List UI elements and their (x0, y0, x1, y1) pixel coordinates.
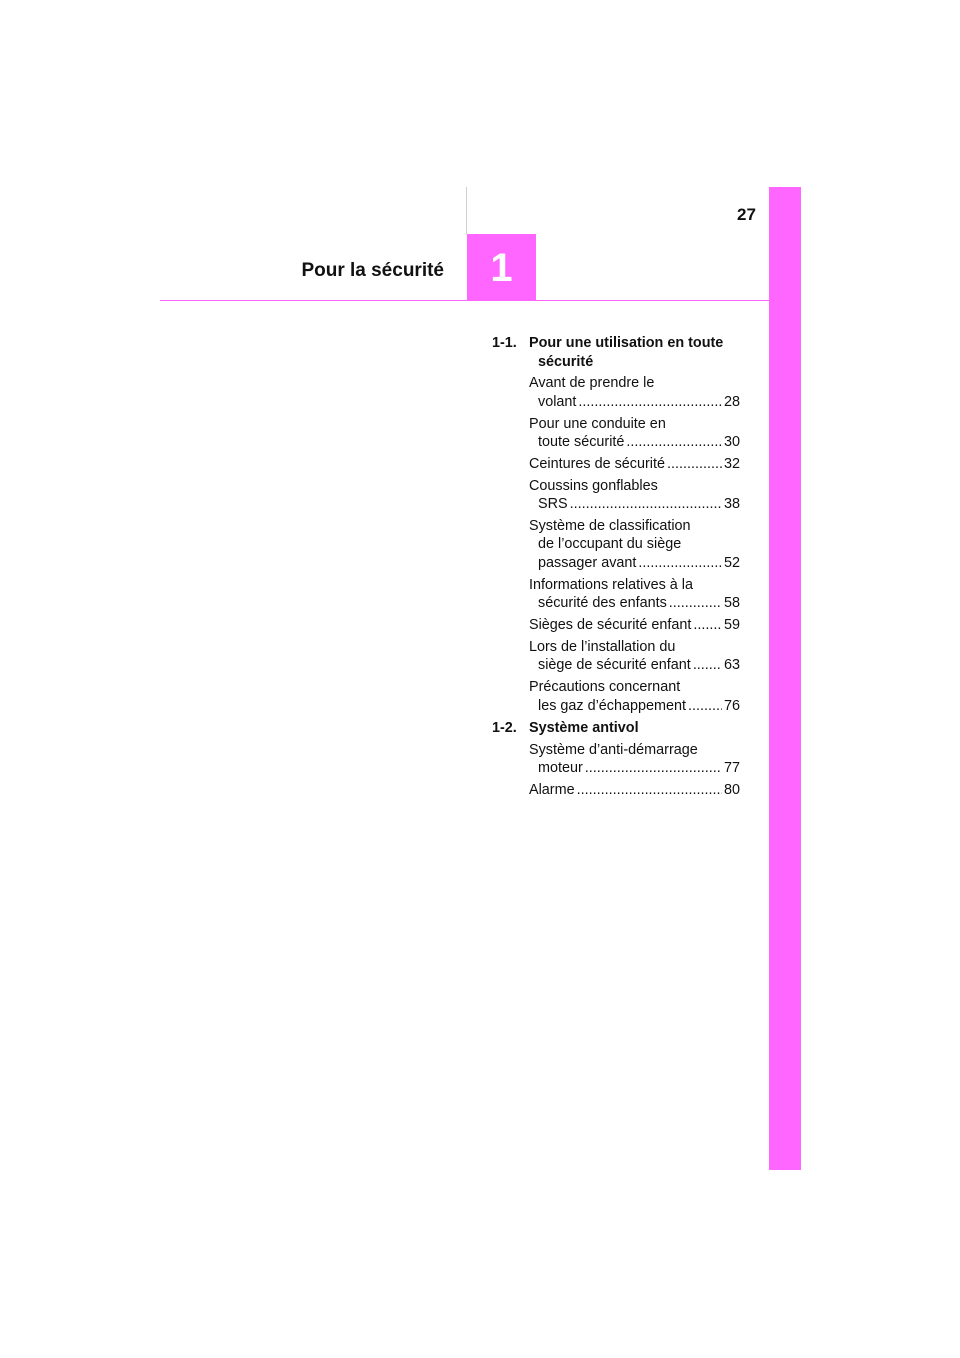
chapter-number: 1 (490, 245, 513, 290)
toc-section-title[interactable]: Système antivol (529, 720, 639, 737)
toc-entry-text: SRS (538, 496, 568, 513)
toc-entry-text: Lors de l’installation du (529, 638, 676, 655)
toc-entry-text: Alarme (529, 782, 575, 799)
toc-dot-leader (626, 433, 722, 452)
toc-page-number: 28 (723, 393, 740, 410)
header-rule (160, 300, 769, 301)
toc-entry[interactable] (529, 741, 740, 778)
toc-entry-line (529, 638, 740, 657)
toc-entry-final-line (529, 554, 740, 573)
toc-entry[interactable] (529, 517, 740, 573)
toc-page-number: 38 (723, 496, 740, 513)
toc-entry-line (529, 535, 740, 554)
toc-dot-leader (693, 656, 722, 675)
toc-entry[interactable] (529, 415, 740, 452)
toc-entry[interactable] (529, 638, 740, 675)
toc-dot-leader (577, 781, 722, 800)
toc-entry-text: sécurité des enfants (538, 595, 667, 612)
toc-dot-leader (578, 393, 722, 412)
toc-page-number: 77 (723, 760, 740, 777)
toc-entry-final-line (529, 495, 740, 514)
toc-entry-final-line (529, 433, 740, 452)
toc-entry[interactable] (529, 616, 740, 635)
toc-entry[interactable] (529, 455, 740, 474)
toc-entry-text: Pour une conduite en (529, 415, 666, 432)
toc-entry-list (492, 374, 740, 715)
toc-entry-text: les gaz d’échappement (538, 697, 687, 714)
toc-dot-leader (638, 554, 722, 573)
toc-dot-leader (667, 455, 722, 474)
toc-entry-final-line (529, 616, 740, 635)
toc-section (492, 334, 740, 371)
toc-entry-final-line (529, 393, 740, 412)
toc-section-number: 1-2. (492, 720, 517, 737)
toc-entry-text: toute sécurité (538, 434, 625, 451)
toc-entry-final-line (529, 781, 740, 800)
toc-entry-line (529, 374, 740, 393)
toc-entry-text: Précautions concernant (529, 679, 681, 696)
toc-entry-final-line (529, 656, 740, 675)
page-number: 27 (737, 205, 756, 224)
toc-entry-text: volant (538, 393, 577, 410)
toc-entry-text: de l’occupant du siège (538, 536, 682, 553)
toc-entry-text: Informations relatives à la (529, 576, 693, 593)
toc-entry[interactable] (529, 576, 740, 613)
toc-entry[interactable] (529, 781, 740, 800)
toc-page-number: 30 (723, 434, 740, 451)
toc-entry-text: Ceintures de sécurité (529, 455, 665, 472)
toc-entry-line (529, 576, 740, 595)
chapter-side-tab (769, 187, 801, 1170)
toc-entry-final-line (529, 594, 740, 613)
toc-dot-leader (585, 759, 722, 778)
toc-dot-leader (688, 697, 722, 716)
toc-entry-text: moteur (538, 760, 583, 777)
toc-entry[interactable] (529, 678, 740, 715)
toc-entry-line (529, 741, 740, 760)
toc-page-number: 80 (723, 782, 740, 799)
toc-entry-text: passager avant (538, 554, 637, 571)
toc-entry-text: Système d’anti-démarrage (529, 741, 698, 758)
toc-entry-text: Coussins gonflables (529, 477, 658, 494)
toc-entry-final-line (529, 455, 740, 474)
toc-entry-text: Avant de prendre le (529, 375, 655, 392)
toc-page-number: 52 (723, 554, 740, 571)
toc-section-number: 1-1. (492, 335, 517, 351)
toc-entry[interactable] (529, 477, 740, 514)
toc-entry-final-line (529, 697, 740, 716)
chapter-title: Pour la sécurité (301, 260, 444, 281)
toc-entry-line (529, 477, 740, 496)
header-divider-vertical (466, 187, 467, 234)
toc-entry-text: siège de sécurité enfant (538, 657, 691, 674)
toc-dot-leader (669, 594, 722, 613)
toc-section (492, 719, 740, 738)
table-of-contents (492, 334, 740, 803)
toc-section-title[interactable]: Pour une utilisation en toute sécurité (529, 335, 724, 370)
toc-entry[interactable] (529, 374, 740, 411)
toc-page-number: 58 (723, 595, 740, 612)
toc-entry-line (529, 415, 740, 434)
toc-page-number: 59 (723, 617, 740, 634)
toc-entry-text: Sièges de sécurité enfant (529, 617, 692, 634)
toc-dot-leader (693, 616, 722, 635)
toc-page-number: 63 (723, 657, 740, 674)
toc-dot-leader (570, 495, 722, 514)
toc-page-number: 32 (723, 455, 740, 472)
toc-entry-line (529, 678, 740, 697)
chapter-number-box (467, 234, 536, 301)
toc-entry-list (492, 741, 740, 800)
toc-entry-final-line (529, 759, 740, 778)
toc-entry-line (529, 517, 740, 536)
toc-page-number: 76 (723, 697, 740, 714)
toc-entry-text: Système de classification (529, 517, 691, 534)
